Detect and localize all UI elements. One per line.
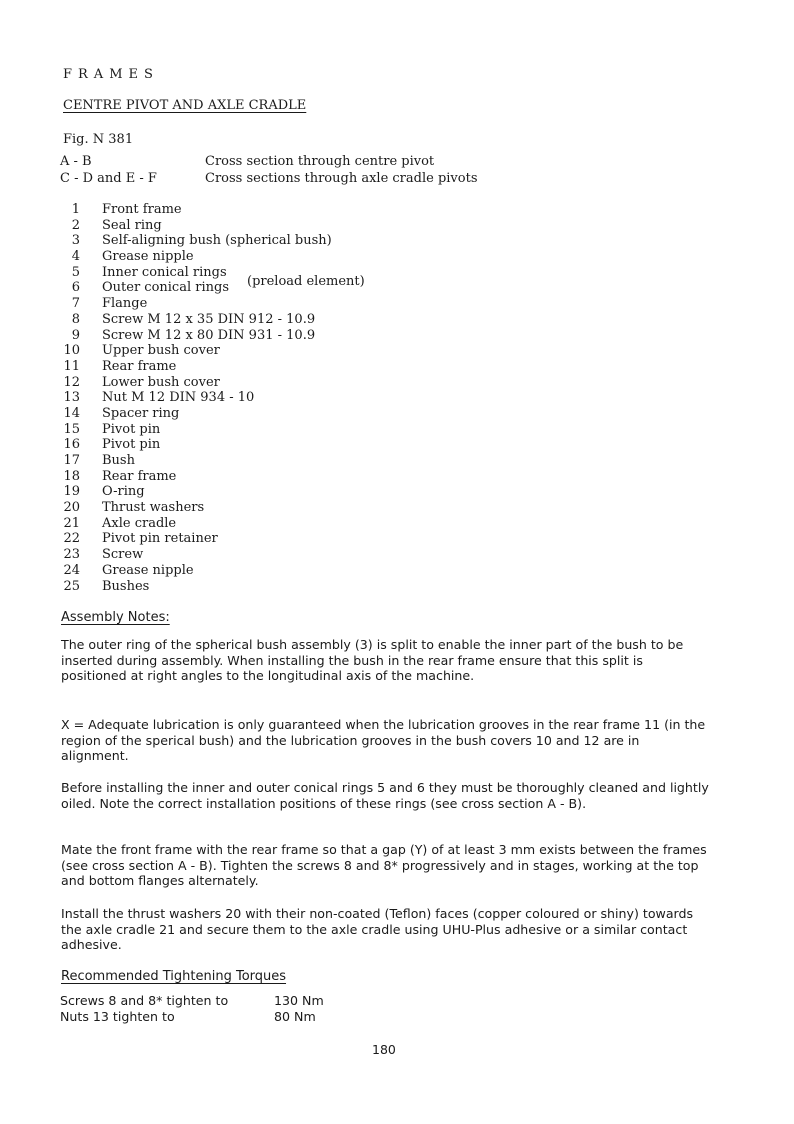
torques-title: Recommended Tightening Torques — [61, 969, 287, 984]
part-name: Nut M 12 DIN 934 - 10 — [102, 390, 255, 406]
part-name: Grease nipple — [102, 249, 194, 265]
part-name: Rear frame — [102, 468, 177, 484]
part-name: Lower bush cover — [102, 374, 220, 390]
part-number: 9 — [71, 327, 80, 343]
part-name: Bushes — [102, 578, 150, 594]
part-number: 20 — [63, 500, 80, 516]
torque-label: Nuts 13 tighten to — [60, 1009, 175, 1024]
part-number: 24 — [63, 562, 80, 578]
part-name: Self-aligning bush (spherical bush) — [102, 233, 332, 249]
page-title: CENTRE PIVOT AND AXLE CRADLE — [63, 98, 307, 113]
part-number: 11 — [63, 358, 80, 374]
part-number: 18 — [63, 468, 80, 484]
section-code: C - D and E - F — [60, 171, 157, 186]
part-number: 22 — [63, 531, 80, 547]
part-number: 25 — [63, 578, 80, 594]
part-name: Thrust washers — [102, 500, 205, 516]
part-number: 21 — [63, 515, 80, 531]
part-number: 7 — [71, 296, 80, 312]
assembly-note-paragraph: The outer ring of the spherical bush assembly (3) is split to enable the inner part of the bush to be inserted during assembly. When installing the bush in the rear frame ensure that this split is positioned at right angles to the longitudinal axis of the machine. — [61, 637, 684, 684]
page-number: 180 — [372, 1042, 396, 1057]
part-name: Flange — [102, 296, 148, 312]
assembly-note-paragraph: Mate the front frame with the rear frame so that a gap (Y) of at least 3 mm exists between the frames (see cross section A - B). Tighten the screws 8 and 8* progressively and in stages, working at the top and bottom flanges alternately. — [61, 842, 707, 889]
part-number: 8 — [71, 311, 80, 327]
assembly-note-paragraph: X = Adequate lubrication is only guaranteed when the lubrication grooves in the rear frame 11 (in the region of the sperical bush) and the lubrication grooves in the bush covers 10 and 12 are in alignment. — [61, 717, 706, 764]
section-description: Cross section through centre pivot — [205, 154, 435, 169]
assembly-note-paragraph: Before installing the inner and outer conical rings 5 and 6 they must be thoroughly cleaned and lightly oiled. Note the correct installation positions of these rings (see cross section A - B). — [61, 780, 709, 811]
part-number: 4 — [71, 249, 80, 265]
part-name: O-ring — [102, 484, 145, 500]
part-number: 3 — [71, 233, 80, 249]
part-name: Spacer ring — [102, 405, 180, 421]
part-number: 19 — [63, 484, 80, 500]
part-name: Front frame — [102, 202, 182, 217]
part-name: Screw M 12 x 35 DIN 912 - 10.9 — [102, 311, 316, 327]
part-number: 5 — [71, 264, 80, 280]
part-number: 13 — [63, 390, 80, 406]
preload-note: (preload element) — [247, 274, 365, 289]
part-number: 12 — [63, 374, 80, 390]
part-number: 2 — [71, 217, 80, 233]
part-name: Bush — [102, 453, 135, 468]
part-number: 23 — [63, 547, 80, 563]
part-number: 15 — [63, 421, 80, 437]
part-number: 14 — [63, 405, 80, 421]
part-name: Inner conical rings — [102, 264, 227, 280]
part-name: Seal ring — [102, 217, 162, 233]
part-name: Screw M 12 x 80 DIN 931 - 10.9 — [102, 327, 316, 343]
part-name: Screw — [102, 547, 144, 563]
part-name: Outer conical rings — [102, 280, 229, 296]
section-code: A - B — [60, 154, 92, 169]
part-name: Upper bush cover — [102, 343, 220, 359]
part-name: Grease nipple — [102, 562, 194, 578]
part-name: Rear frame — [102, 358, 177, 374]
part-number: 1 — [71, 202, 80, 217]
figure-reference: Fig. N 381 — [63, 132, 134, 147]
assembly-note-paragraph: Install the thrust washers 20 with their non-coated (Teflon) faces (copper coloured or shiny) towards the axle cradle 21 and secure them to the axle cradle using UHU-Plus adhesive or a similar contact adhesive. — [61, 906, 694, 953]
part-number: 6 — [71, 280, 80, 296]
part-name: Pivot pin retainer — [102, 531, 218, 547]
part-number: 10 — [63, 343, 80, 359]
part-name: Axle cradle — [102, 515, 177, 531]
section-heading: FRAMES — [63, 67, 159, 82]
part-name: Pivot pin — [102, 437, 161, 453]
torque-label: Screws 8 and 8* tighten to — [60, 993, 229, 1008]
assembly-notes-title: Assembly Notes: — [61, 610, 170, 625]
part-number: 16 — [63, 437, 80, 453]
part-name: Pivot pin — [102, 421, 161, 437]
torque-value: 80 Nm — [274, 1009, 316, 1024]
section-description: Cross sections through axle cradle pivots — [205, 171, 478, 186]
torque-value: 130 Nm — [274, 993, 324, 1008]
part-number: 17 — [63, 453, 80, 468]
